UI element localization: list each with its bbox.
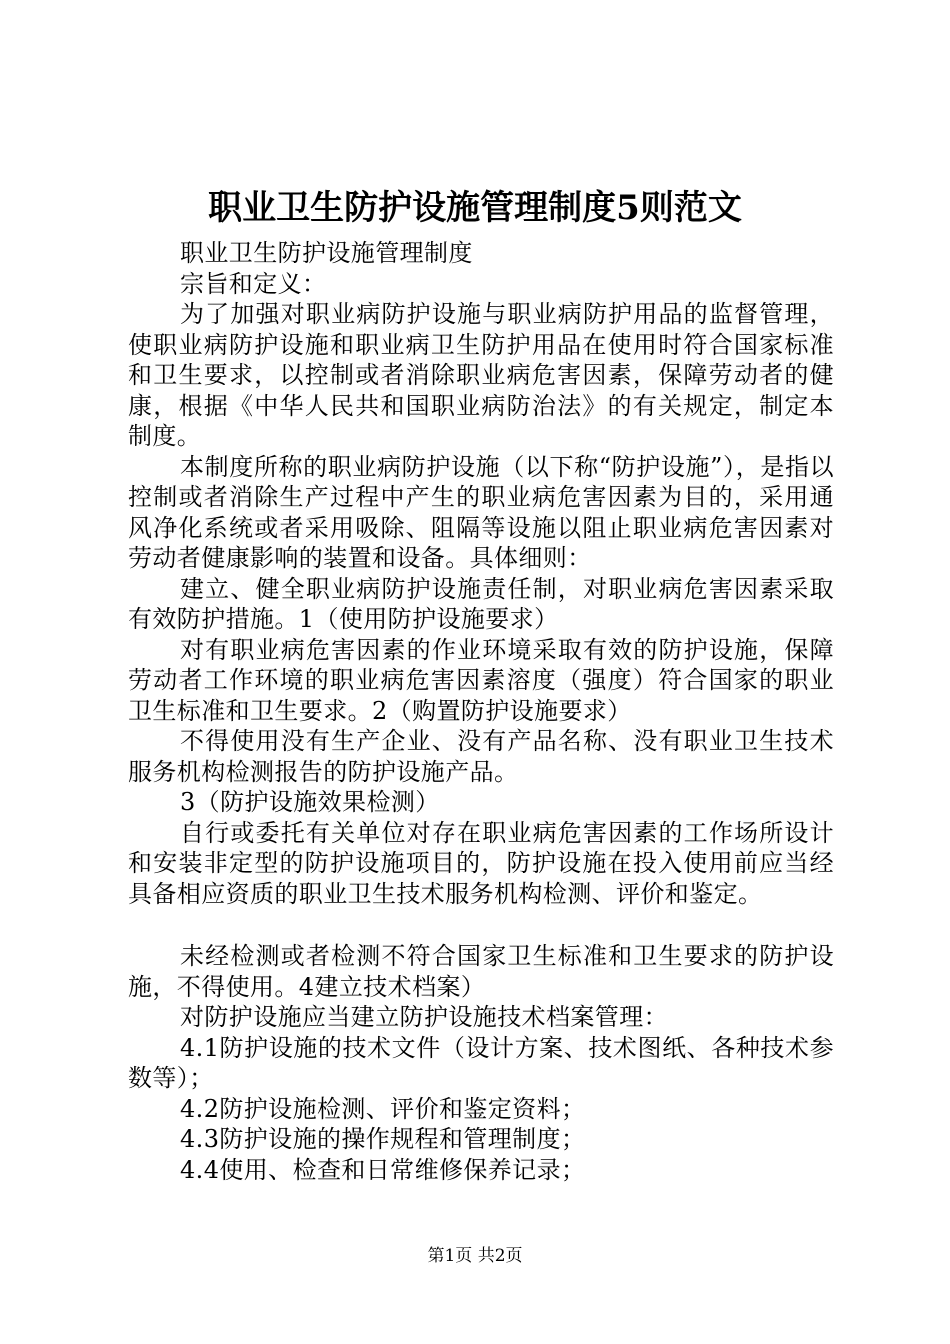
- list-item-4-3: 4.3防护设施的操作规程和管理制度；: [180, 1125, 586, 1153]
- document-title: 职业卫生防护设施管理制度5则范文: [208, 188, 742, 228]
- subsection-heading: 宗旨和定义：: [180, 269, 327, 298]
- list-item-4-1: 4.1防护设施的技术文件（设计方案、技术图纸、各种技术参数等）；: [128, 1033, 834, 1092]
- list-item-4-4: 4.4使用、检查和日常维修保养记录；: [180, 1155, 586, 1184]
- paragraph-rule-5: 未经检测或者检测不符合国家卫生标准和卫生要求的防护设施，不得使用。4建立技术档案）: [128, 942, 834, 1001]
- document-body: [128, 238, 834, 1185]
- section-heading: 职业卫生防护设施管理制度: [180, 239, 473, 267]
- paragraph-definition: 本制度所称的职业病防护设施（以下称“防护设施”），是指以控制或者消除生产过程中产生的职业病危害因素为目的，采用通风净化系统或者采用吸除、阻隔等设施以阻止职业病危害因素对劳动者健康影响的装置和设备。具体细则：: [128, 452, 834, 572]
- paragraph-archive-intro: 对防护设施应当建立防护设施技术档案管理：: [180, 1003, 668, 1031]
- paragraph-purpose: 为了加强对职业病防护设施与职业病防护用品的监督管理，使职业病防护设施和职业病卫生防护用品在使用时符合国家标准和卫生要求，以控制或者消除职业病危害因素，保障劳动者的健康，根据《中华人民共和国职业病防治法》的有关规定，制定本制度。: [128, 300, 834, 450]
- paragraph-rule-3-heading: 3（防护设施效果检测）: [180, 788, 440, 816]
- paragraph-rule-4: 自行或委托有关单位对存在职业病危害因素的工作场所设计和安装非定型的防护设施项目的，防护设施在投入使用前应当经具备相应资质的职业卫生技术服务机构检测、评价和鉴定。: [128, 818, 834, 908]
- paragraph-rule-3: 不得使用没有生产企业、没有产品名称、没有职业卫生技术服务机构检测报告的防护设施产品。: [128, 727, 834, 786]
- paragraph-rule-2: 对有职业病危害因素的作业环境采取有效的防护设施，保障劳动者工作环境的职业病危害因素溶度（强度）符合国家的职业卫生标准和卫生要求。2（购置防护设施要求）: [128, 635, 834, 725]
- list-item-4-2: 4.2防护设施检测、评价和鉴定资料；: [180, 1094, 586, 1123]
- page-footer: 第1页 共2页: [427, 1246, 523, 1266]
- paragraph-rule-1: 建立、健全职业病防护设施责任制，对职业病危害因素采取有效防护措施。1（使用防护设施要求）: [128, 574, 834, 633]
